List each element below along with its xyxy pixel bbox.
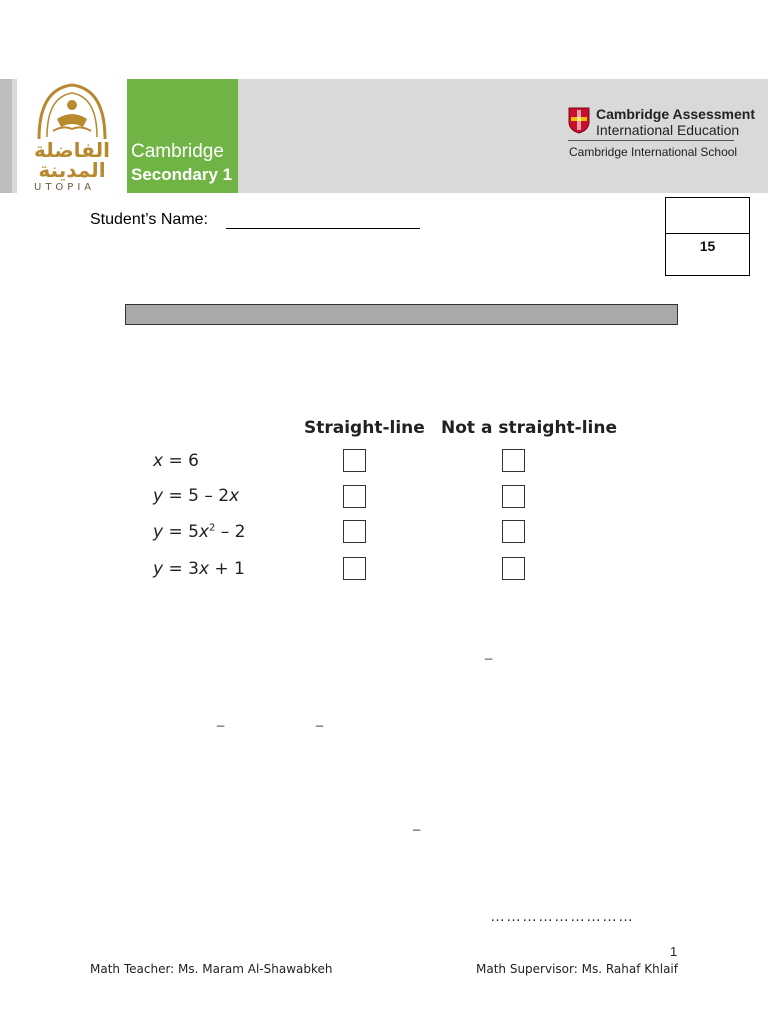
equation-row-2: y = 5 – 2x [153, 486, 240, 506]
score-total: 15 [699, 238, 716, 254]
section-title-bar [125, 304, 678, 325]
school-arabic-name: الفاضلة المدينة [34, 138, 110, 182]
checkbox-not-straight-row-4[interactable] [502, 557, 525, 580]
equation-row-3: $y = 5x^2 - 2$ [153, 522, 246, 542]
equation-row-1: x = 6 [153, 451, 199, 471]
dotted-answer-line: ……………………… [490, 908, 634, 925]
score-divider [666, 233, 750, 234]
score-box [665, 197, 750, 276]
column-header-straight: Straight-line [304, 418, 425, 438]
checkbox-not-straight-row-3[interactable] [502, 520, 525, 543]
dash-mark-3: _ [316, 712, 324, 727]
checkbox-straight-row-4[interactable] [343, 557, 366, 580]
assessment-subtitle: International Education [596, 122, 740, 138]
cambridge-word: Cambridge [131, 141, 224, 162]
checkbox-not-straight-row-1[interactable] [502, 449, 525, 472]
checkbox-straight-row-1[interactable] [343, 449, 366, 472]
school-latin-name: UTOPIA [34, 182, 96, 193]
student-name-label: Student’s Name: [90, 211, 208, 228]
cambridge-level: Secondary 1 [131, 165, 233, 184]
checkbox-straight-row-2[interactable] [343, 485, 366, 508]
dash-mark-4: _ [413, 816, 421, 831]
dash-mark-2: _ [217, 712, 225, 727]
equation-row-4: y = 3x + 1 [153, 559, 245, 579]
school-type: Cambridge International School [569, 145, 738, 159]
footer-teacher: Math Teacher: Ms. Maram Al-Shawabkeh [90, 962, 333, 976]
assessment-divider [568, 140, 734, 141]
assessment-title: Cambridge Assessment [596, 106, 755, 122]
footer-supervisor: Math Supervisor: Ms. Rahaf Khlaif [476, 962, 678, 976]
dash-mark-1: _ [485, 645, 493, 660]
header-left-strip [0, 79, 12, 193]
cambridge-shield-icon [568, 107, 590, 134]
checkbox-straight-row-3[interactable] [343, 520, 366, 543]
column-header-not-straight: Not a straight-line [441, 418, 618, 438]
student-name-field[interactable] [226, 228, 420, 229]
checkbox-not-straight-row-2[interactable] [502, 485, 525, 508]
page-number: 1 [670, 944, 678, 959]
